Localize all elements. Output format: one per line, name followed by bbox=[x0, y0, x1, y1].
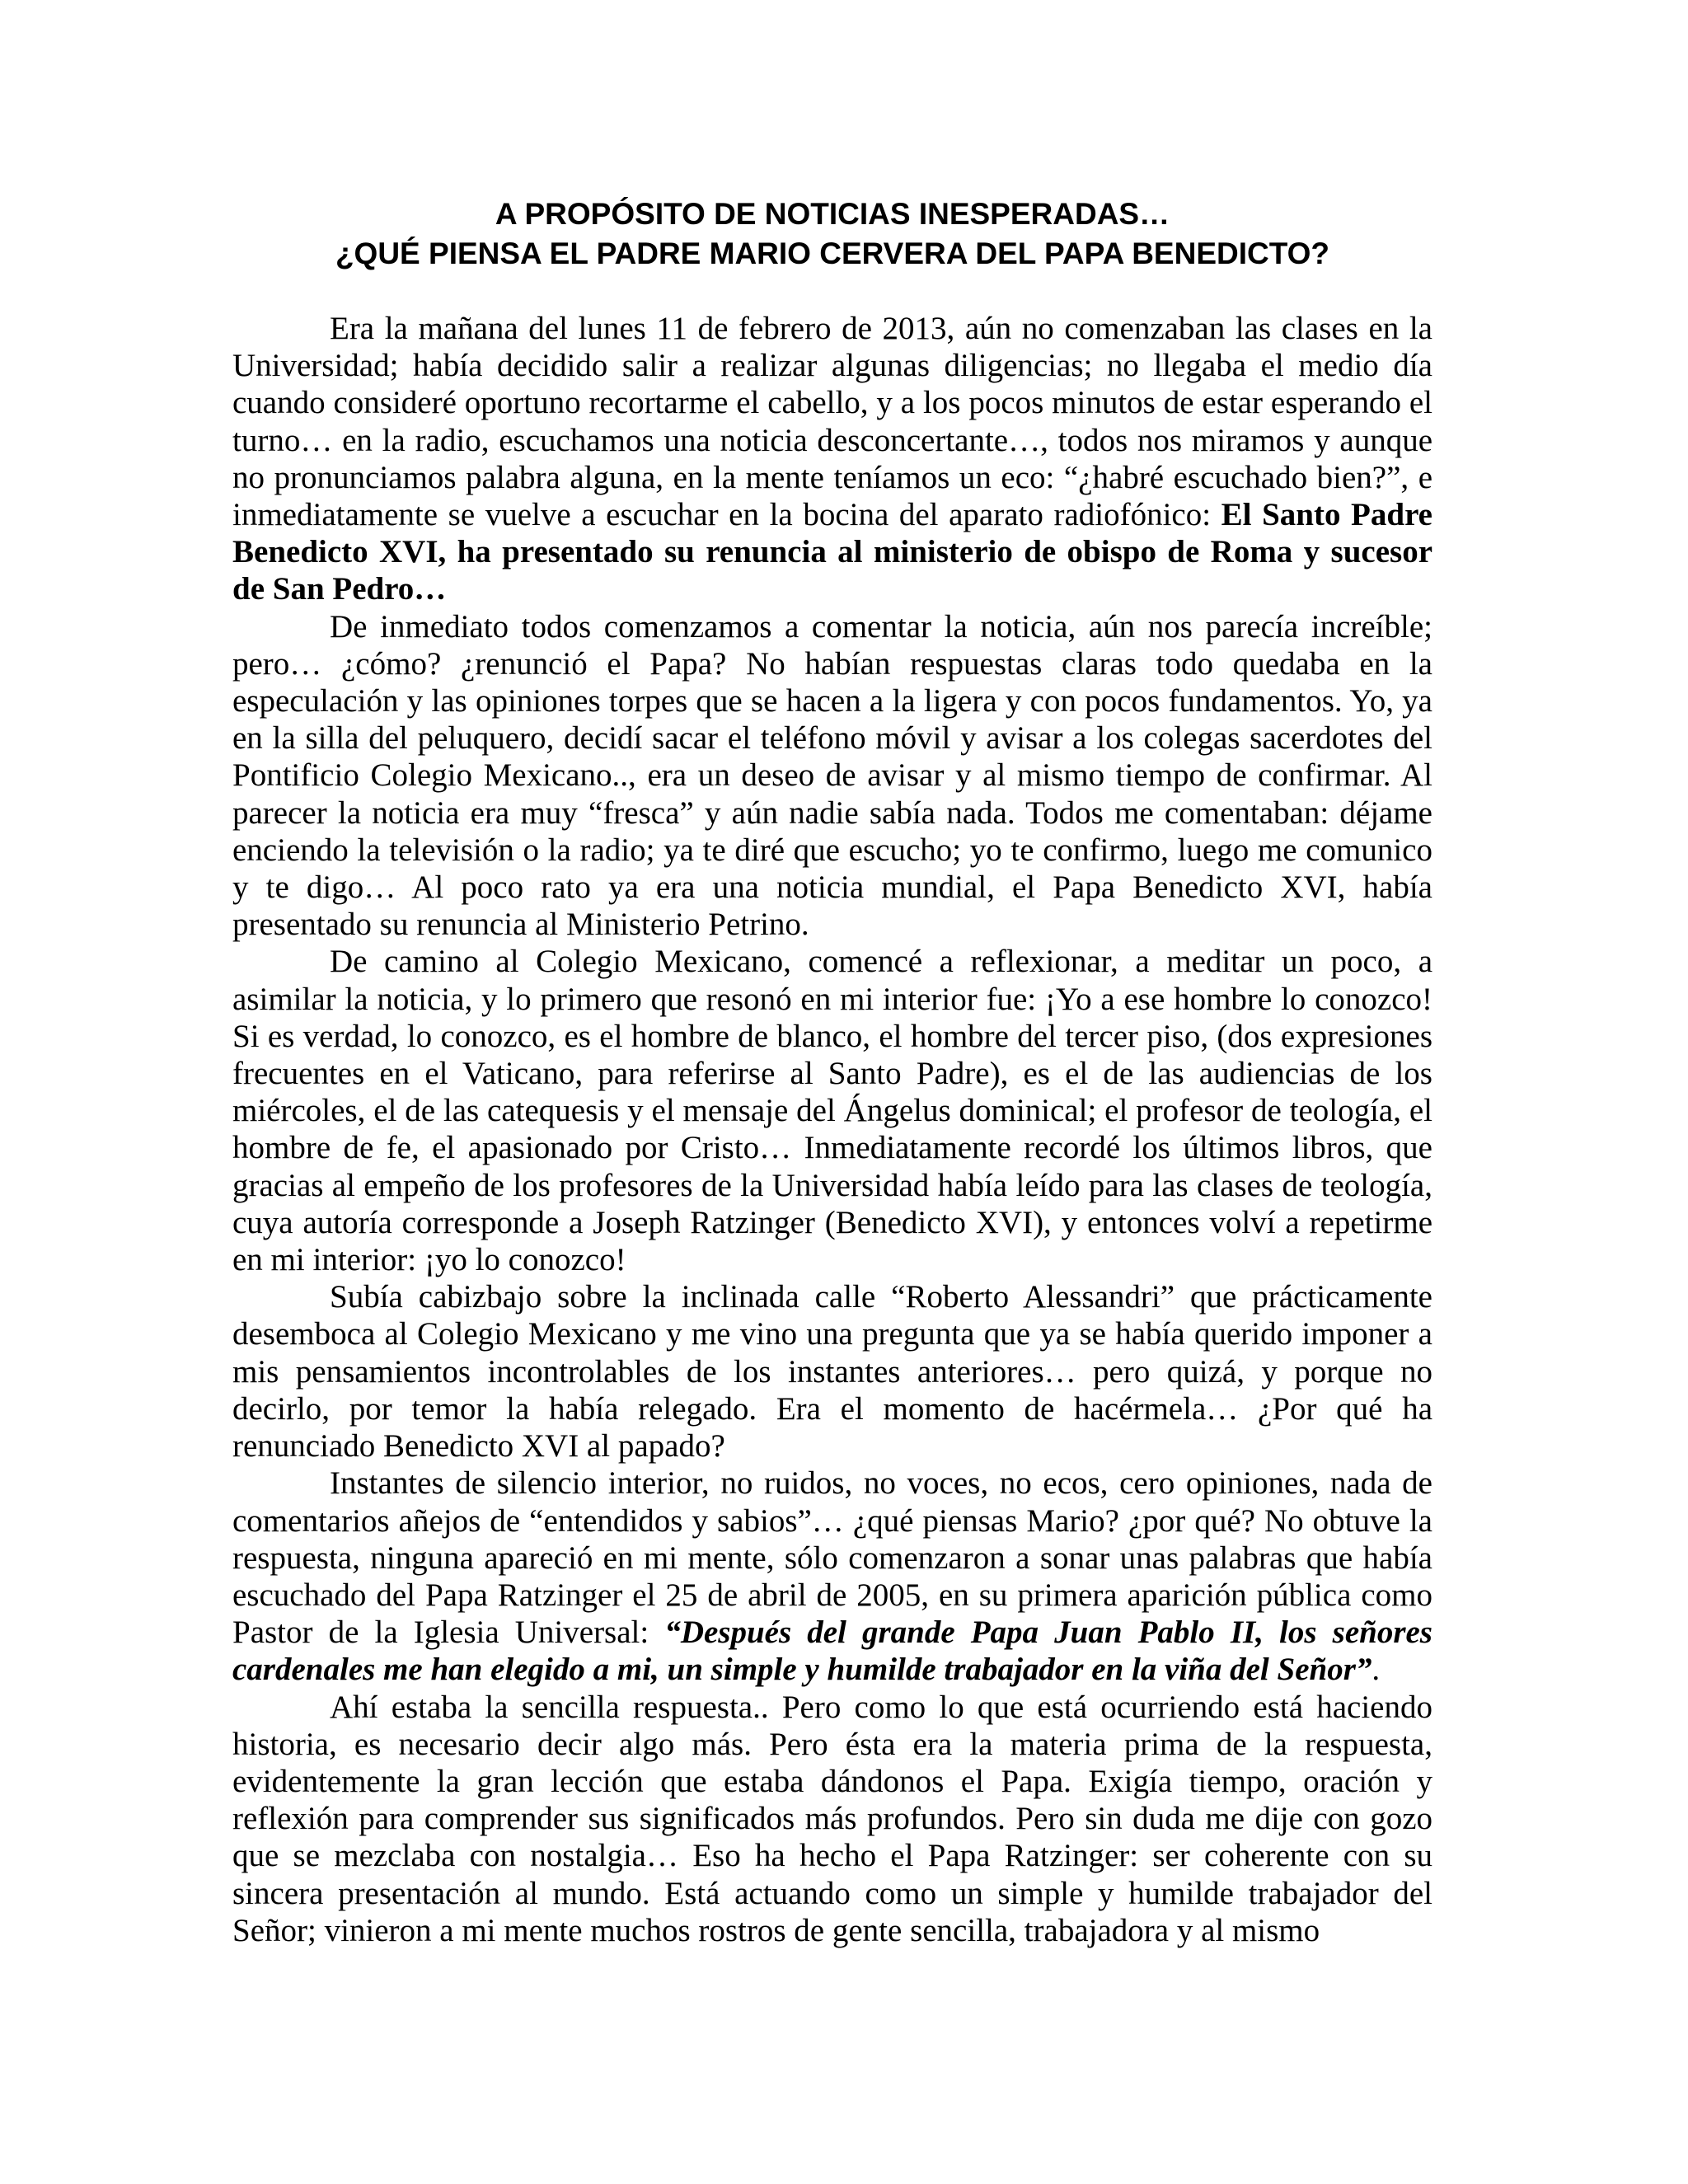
paragraph-2: De inmediato todos comenzamos a comentar la noticia, aún nos parecía increíble; pero… ¿cómo? ¿renunció el Papa? No habían respuestas claras todo quedaba en la especulación y las opiniones torpes que se hacen a la ligera y con pocos fundamentos. Yo, ya en la silla del peluquero, decidí sacar el teléfono móvil y avisar a los colegas sacerdotes del Pontificio Colegio Mexicano.., era un deseo de avisar y al mismo tiempo de confirmar. Al parecer la noticia era muy “fresca” y aún nadie sabía nada. Todos me comentaban: déjame enciendo la televisión o la radio; ya te diré que escucho; yo te confirmo, luego me comunico y te digo… Al poco rato ya era una noticia mundial, el Papa Benedicto XVI, había presentado su renuncia al Ministerio Petrino. bbox=[232, 608, 1432, 943]
paragraph-6: Ahí estaba la sencilla respuesta.. Pero como lo que está ocurriendo está haciendo historia, es necesario decir algo más. Pero ésta era la materia prima de la respuesta, evidentemente la gran lección que estaba dándonos el Papa. Exigía tiempo, oración y reflexión para comprender sus significados más profundos. Pero sin duda me dije con gozo que se mezclaba con nostalgia… Eso ha hecho el Papa Ratzinger: ser coherente con su sincera presentación al mundo. Está actuando como un simple y humilde trabajador del Señor; vinieron a mi mente muchos rostros de gente sencilla, trabajadora y al mismo bbox=[232, 1689, 1432, 1948]
title-line-2: ¿QUÉ PIENSA EL PADRE MARIO CERVERA DEL PAPA BENEDICTO? bbox=[335, 237, 1330, 270]
paragraph-4: Subía cabizbajo sobre la inclinada calle “Roberto Alessandri” que prácticamente desemboca al Colegio Mexicano y me vino una pregunta que ya se había querido imponer a mis pensamientos incontrolables de los instantes anteriores… pero quizá, y porque no decirlo, por temor la había relegado. Era el momento de hacérmela… ¿Por qué ha renunciado Benedicto XVI al papado? bbox=[232, 1279, 1432, 1465]
title-line-1: A PROPÓSITO DE NOTICIAS INESPERADAS… bbox=[495, 197, 1170, 231]
paragraph-1-text: Era la mañana del lunes 11 de febrero de 2013, aún no comenzaban las clases en la Universidad; había decidido salir a realizar algunas diligencias; no llegaba el medio día cuando consideré oportuno recortarme el cabello, y a los pocos minutos de estar esperando el turno… en la radio, escuchamos una noticia desconcertante…, todos nos miramos y aunque no pronunciamos palabra alguna, en la mente teníamos un eco: “¿habré escuchado bien?”, e inmediatamente se vuelve a escuchar en la bocina del aparato radiofónico: bbox=[232, 311, 1432, 533]
article-body bbox=[232, 310, 1432, 1949]
paragraph-5-end: . bbox=[1372, 1652, 1381, 1688]
paragraph-5-quote: “Después del grande Papa Juan Pablo II, los señores cardenales me han elegido a mi, un simple y humilde trabajador en la viña del Señor” bbox=[232, 1615, 1432, 1688]
document-title bbox=[231, 194, 1434, 274]
paragraph-1-bold-quote: El Santo Padre Benedicto XVI, ha presentado su renuncia al ministerio de obispo de Roma y sucesor de San Pedro… bbox=[232, 497, 1432, 607]
paragraph-5 bbox=[232, 1465, 1432, 1688]
paragraph-1 bbox=[232, 310, 1432, 608]
paragraph-3: De camino al Colegio Mexicano, comencé a reflexionar, a meditar un poco, a asimilar la noticia, y lo primero que resonó en mi interior fue: ¡Yo a ese hombre lo conozco! Si es verdad, lo conozco, es el hombre de blanco, el hombre del tercer piso, (dos expresiones frecuentes en el Vaticano, para referirse al Santo Padre), es el de las audiencias de los miércoles, el de las catequesis y el mensaje del Ángelus dominical; el profesor de teología, el hombre de fe, el apasionado por Cristo… Inmediatamente recordé los últimos libros, que gracias al empeño de los profesores de la Universidad había leído para las clases de teología, cuya autoría corresponde a Joseph Ratzinger (Benedicto XVI), y entonces volví a repetirme en mi interior: ¡yo lo conozco! bbox=[232, 944, 1432, 1278]
paragraph-5-text: Instantes de silencio interior, no ruidos, no voces, no ecos, cero opiniones, nada de comentarios añejos de “entendidos y sabios”… ¿qué piensas Mario? ¿por qué? No obtuve la respuesta, ninguna apareció en mi mente, sólo comenzaron a sonar unas palabras que había escuchado del Papa Ratzinger el 25 de abril de 2005, en su primera aparición pública como Pastor de la Iglesia Universal: bbox=[232, 1465, 1432, 1651]
